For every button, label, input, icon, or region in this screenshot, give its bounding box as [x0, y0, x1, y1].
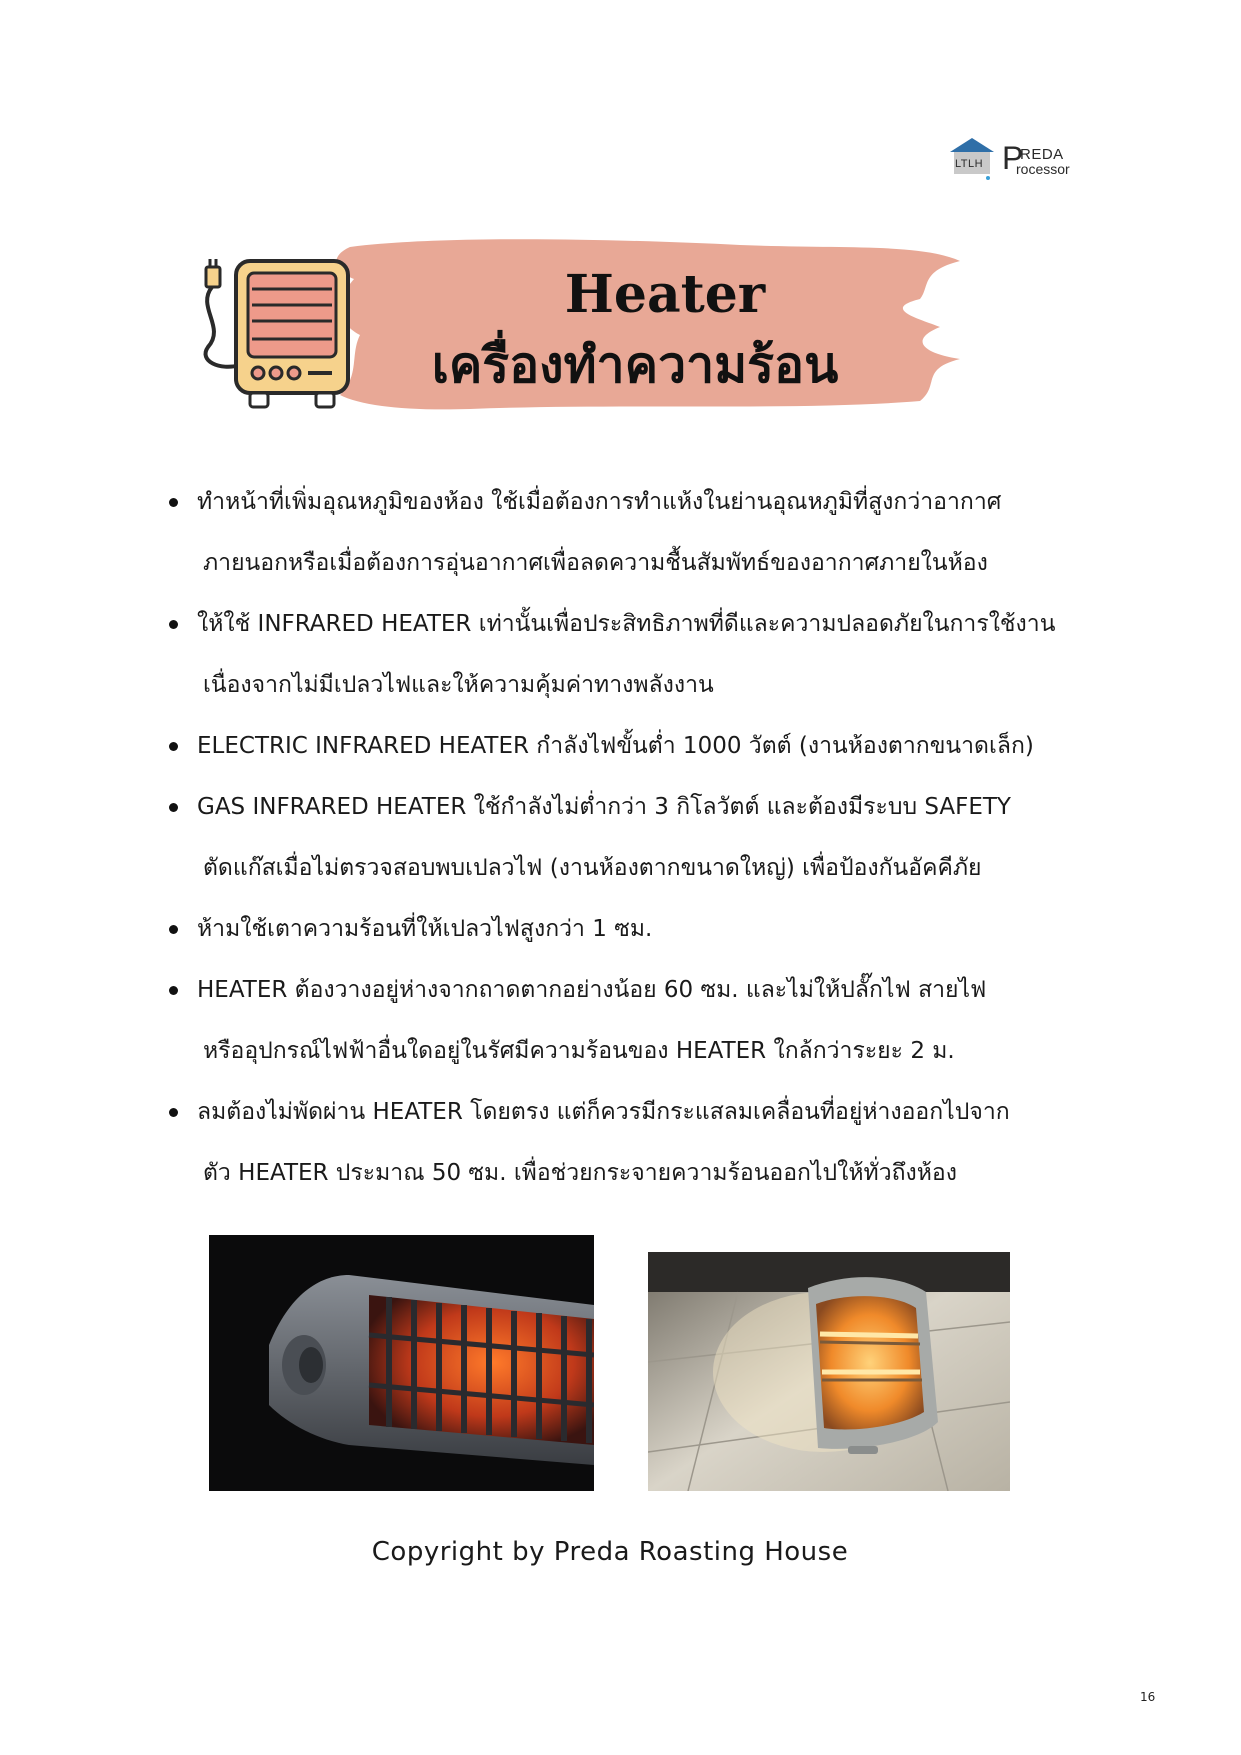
- logo-ltlh-text: LTLH: [955, 158, 984, 170]
- list-item: ให้ใช้ INFRARED HEATER เท่านั้นเพื่อประสิทธิภาพที่ดีและความปลอดภัยในการใช้งาน เนื่องจากไม่มีเปลวไฟและให้ความคุ้มค่าทางพลังงาน: [165, 594, 1085, 716]
- page-number: 16: [1140, 1690, 1156, 1704]
- page-title-english: Heater: [564, 264, 766, 325]
- title-banner: [200, 235, 980, 425]
- heater-guidelines-list: [165, 472, 1085, 1204]
- logo-processor-text: rocessor: [1016, 161, 1070, 177]
- heater-icon: [200, 257, 360, 413]
- copyright-text: Copyright by Preda Roasting House: [371, 1537, 849, 1567]
- list-item: HEATER ต้องวางอยู่ห่างจากถาดตากอย่างน้อย 60 ซม. และไม่ให้ปลั๊กไฟ สายไฟ หรืออุปกรณ์ไฟฟ้าอื่นใดอยู่ในรัศมีความร้อนของ HEATER ใกล้กว่าระยะ 2 ม.: [165, 960, 1085, 1082]
- bullet-icon: [169, 925, 178, 934]
- bullet-icon: [169, 498, 178, 507]
- list-item: ห้ามใช้เตาความร้อนที่ให้เปลวไฟสูงกว่า 1 ซม.: [165, 899, 1085, 960]
- bullet-icon: [169, 986, 178, 995]
- logo-preda-text: REDA: [1020, 146, 1064, 163]
- list-item: ลมต้องไม่พัดผ่าน HEATER โดยตรง แต่ก็ควรมีกระแสลมเคลื่อนที่อยู่ห่างออกไปจาก ตัว HEATER ประมาณ 50 ซม. เพื่อช่วยกระจายความร้อนออกไปให้ทั่วถึงห้อง: [165, 1082, 1085, 1204]
- bullet-icon: [169, 1108, 178, 1117]
- bullet-icon: [169, 803, 178, 812]
- page-title-thai: เครื่องทำความร้อน: [431, 336, 839, 394]
- list-item: ทำหน้าที่เพิ่มอุณหภูมิของห้อง ใช้เมื่อต้องการทำแห้งในย่านอุณหภูมิที่สูงกว่าอากาศ ภายนอกหรือเมื่อต้องการอุ่นอากาศเพื่อลดความชื้นสัมพัทธ์ของอากาศภายในห้อง: [165, 472, 1085, 594]
- bullet-icon: [169, 742, 178, 751]
- list-item: ELECTRIC INFRARED HEATER กำลังไฟขั้นต่ำ 1000 วัตต์ (งานห้องตากขนาดเล็ก): [165, 716, 1085, 777]
- preda-processor-logo: [948, 136, 1078, 182]
- list-item: GAS INFRARED HEATER ใช้กำลังไม่ต่ำกว่า 3 กิโลวัตต์ และต้องมีระบบ SAFETY ตัดแก๊สเมื่อไม่ตรวจสอบพบเปลวไฟ (งานห้องตากขนาดใหญ่) เพื่อป้องกันอัคคีภัย: [165, 777, 1085, 899]
- quartz-heater-on-floor-photo: [648, 1252, 1010, 1491]
- bullet-icon: [169, 620, 178, 629]
- logo-p-letter: P: [1002, 140, 1024, 176]
- tube-infrared-heater-photo: [209, 1235, 594, 1491]
